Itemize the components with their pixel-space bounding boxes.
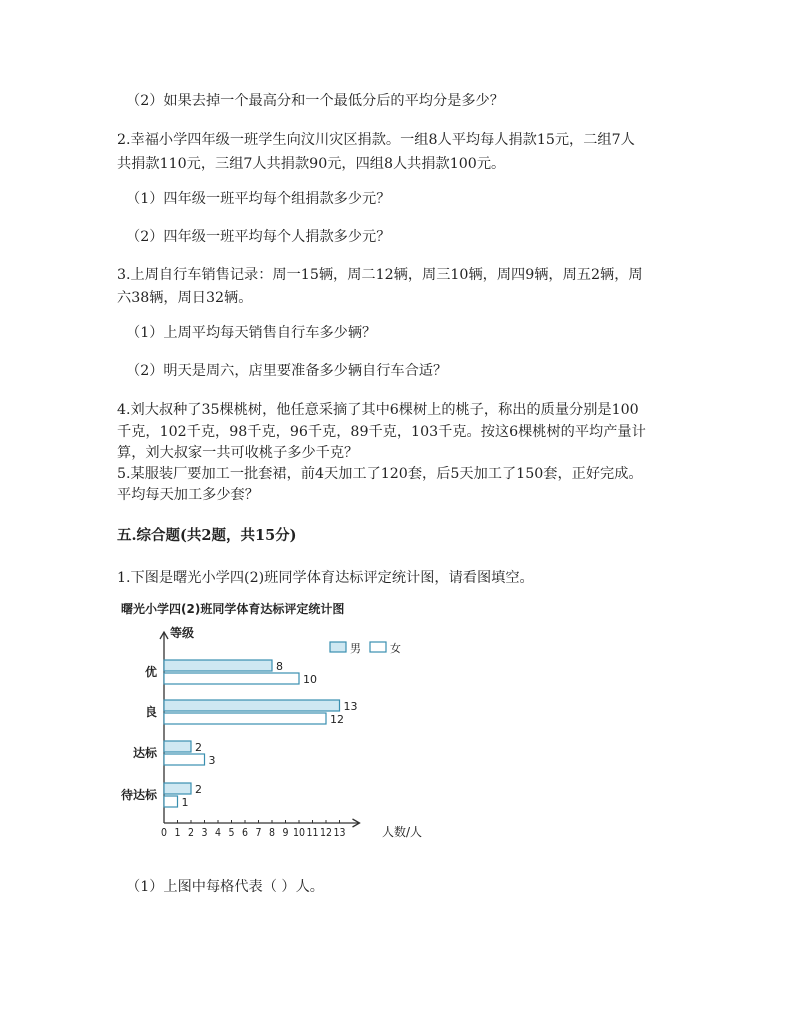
category-label: 达标 bbox=[132, 746, 157, 760]
bar-male bbox=[164, 783, 191, 794]
x-tick-label: 8 bbox=[269, 826, 275, 839]
legend-swatch-male bbox=[330, 642, 346, 652]
x-tick-label: 0 bbox=[161, 826, 167, 839]
bar-female bbox=[164, 796, 178, 807]
q3-part1: （1）上周平均每天销售自行车多少辆？ bbox=[126, 325, 377, 341]
section-heading: 五.综合题(共2题，共15分) bbox=[117, 527, 297, 544]
chart-title: 曙光小学四(2)班同学体育达标评定统计图 bbox=[121, 602, 345, 616]
x-tick-label: 10 bbox=[293, 826, 305, 839]
bar-value-label: 8 bbox=[276, 660, 283, 673]
bar-value-label: 12 bbox=[330, 713, 344, 726]
x-axis-label: 人数/人 bbox=[382, 825, 423, 839]
x-tick-label: 2 bbox=[188, 826, 194, 839]
x-tick-label: 7 bbox=[255, 826, 262, 839]
x-tick-label: 11 bbox=[306, 826, 319, 839]
bar-value-label: 3 bbox=[208, 754, 216, 767]
x-tick-label: 13 bbox=[333, 826, 346, 839]
chart-question-intro: 1.下图是曙光小学四(2)班同学体育达标评定统计图，请看图填空。 bbox=[117, 570, 534, 586]
x-tick-label: 9 bbox=[282, 826, 289, 839]
q2-part1: （1）四年级一班平均每个组捐款多少元？ bbox=[126, 191, 391, 207]
q3-text-line2: 六38辆，周日32辆。 bbox=[117, 290, 253, 306]
x-tick-label: 4 bbox=[215, 826, 221, 839]
x-tick-label: 12 bbox=[320, 826, 332, 839]
q3-part2: （2）明天是周六，店里要准备多少辆自行车合适？ bbox=[126, 363, 448, 379]
x-tick-label: 3 bbox=[201, 826, 208, 839]
bar-value-label: 1 bbox=[181, 796, 189, 809]
bar-value-label: 13 bbox=[343, 700, 358, 713]
q5-text-line2: 平均每天加工多少套？ bbox=[117, 487, 259, 503]
q1-part2: （2）如果去掉一个最高分和一个最低分后的平均分是多少？ bbox=[126, 93, 504, 109]
bar-value-label: 2 bbox=[195, 741, 202, 754]
q4-text-line2: 千克，102千克，98千克，96千克，89千克，103千克。按这6棵桃树的平均产量计 bbox=[117, 424, 646, 440]
q4-text-line1: 4.刘大叔种了35棵桃树，他任意采摘了其中6棵树上的桃子，称出的质量分别是100 bbox=[117, 402, 639, 418]
x-tick-label: 5 bbox=[228, 826, 235, 839]
q2-text-line1: 2.幸福小学四年级一班学生向汶川灾区捐款。一组8人平均每人捐款15元，二组7人 bbox=[117, 132, 635, 148]
bar-male bbox=[164, 741, 191, 752]
q5-text-line1: 5.某服装厂要加工一批套裙，前4天加工了120套，后5天加工了150套，正好完成。 bbox=[117, 466, 643, 482]
q2-part2: （2）四年级一班平均每个人捐款多少元？ bbox=[126, 229, 391, 245]
category-label: 优 bbox=[144, 665, 157, 679]
category-label: 待达标 bbox=[120, 788, 157, 802]
bar-male bbox=[164, 700, 340, 711]
bar-female bbox=[164, 713, 326, 724]
bar-male bbox=[164, 660, 272, 671]
x-tick-label: 1 bbox=[174, 826, 181, 839]
bar-female bbox=[164, 754, 205, 765]
x-tick-label: 6 bbox=[242, 826, 248, 839]
legend-label-female: 女 bbox=[390, 642, 401, 655]
bar-female bbox=[164, 673, 299, 684]
category-label: 良 bbox=[144, 705, 157, 719]
chart-question-part1: （1）上图中每格代表（ ）人。 bbox=[126, 879, 324, 895]
bar-value-label: 10 bbox=[303, 673, 317, 686]
legend-swatch-female bbox=[370, 642, 386, 652]
q3-text-line1: 3.上周自行车销售记录：周一15辆，周二12辆，周三10辆，周四9辆，周五2辆，周 bbox=[117, 267, 643, 283]
bar-value-label: 2 bbox=[195, 783, 202, 796]
q4-text-line3: 算，刘大叔家一共可收桃子多少千克？ bbox=[117, 445, 359, 461]
y-axis-label: 等级 bbox=[170, 626, 195, 640]
legend-label-male: 男 bbox=[350, 642, 361, 655]
q2-text-line2: 共捐款110元，三组7人共捐款90元，四组8人共捐款100元。 bbox=[117, 156, 506, 172]
